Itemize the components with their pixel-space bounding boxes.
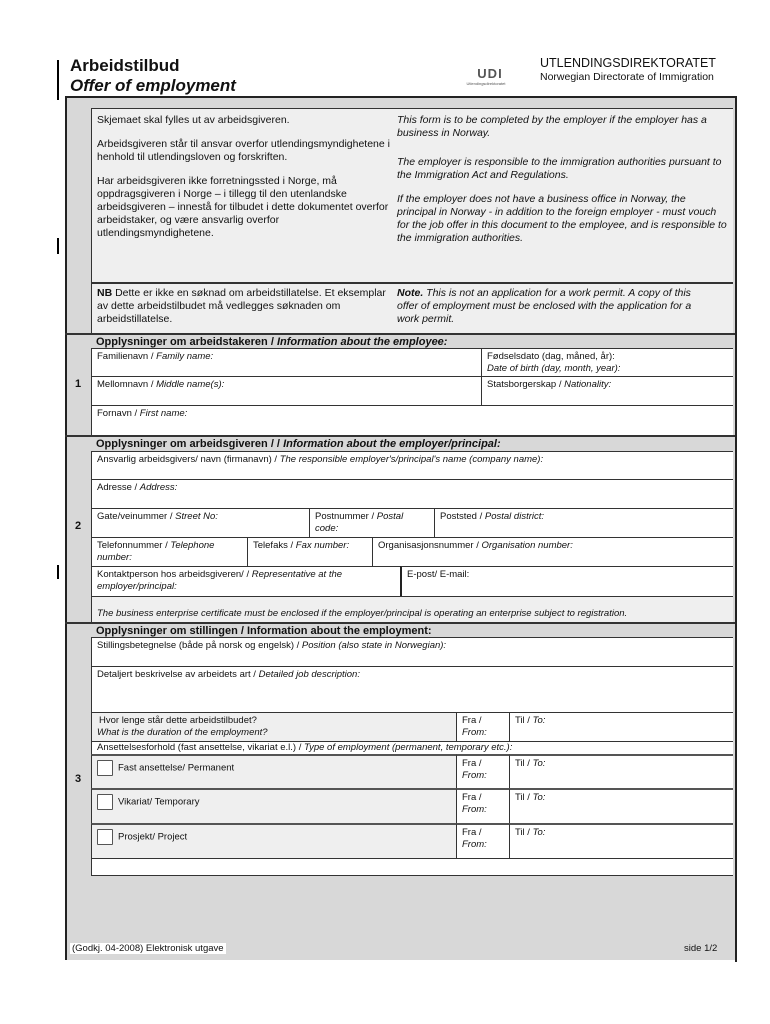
type-to-field[interactable]	[509, 754, 733, 789]
job-description-field[interactable]	[91, 666, 733, 712]
blank-row	[91, 858, 733, 876]
representative-field[interactable]	[91, 566, 400, 596]
field-label: Familienavn /	[97, 351, 154, 362]
field-label: Detaljert beskrivelse av arbeidets art /	[97, 669, 256, 680]
fax-field[interactable]	[247, 537, 372, 566]
field-label: Mellomnavn /	[97, 379, 154, 390]
margin-mark	[57, 238, 59, 254]
address-field[interactable]	[91, 479, 733, 508]
field-label: Organisasjonsnummer /	[378, 540, 479, 551]
section-number: 2	[74, 520, 82, 532]
note-text: This is not an application for a work permit. A copy of this offer of employment must be enclosed with the application for a work permit.	[397, 287, 692, 325]
field-label-en: What is the duration of the employment?	[97, 727, 268, 738]
field-label: Fra /	[462, 792, 482, 803]
field-label: Fornavn /	[97, 408, 138, 419]
position-field[interactable]	[91, 637, 733, 666]
header-text-en: Information about the employer/principal:	[283, 438, 501, 450]
field-label-en: Postal district:	[484, 511, 545, 522]
field-label-en: Representative at the employer/principal:	[97, 569, 343, 592]
logo-text: UDI	[477, 66, 503, 81]
field-label-en: To:	[532, 827, 546, 838]
udi-logo	[466, 66, 510, 86]
field-label: Til /	[515, 715, 530, 726]
field-label-en: To:	[532, 758, 546, 769]
email-field[interactable]	[400, 566, 733, 596]
checkbox[interactable]	[97, 794, 113, 810]
checkbox[interactable]	[97, 829, 113, 845]
field-label-en: Family name:	[156, 351, 214, 362]
intro-box	[91, 108, 733, 282]
field-label: Fra /	[462, 758, 482, 769]
field-label: Fødselsdato (dag, måned, år):	[487, 351, 615, 362]
field-label-en: Date of birth (day, month, year):	[487, 363, 621, 374]
field-label-en: Postal code:	[315, 511, 404, 534]
street-no-field[interactable]	[91, 508, 309, 537]
first-name-field[interactable]	[91, 405, 733, 435]
employment-type-option[interactable]	[91, 754, 456, 788]
employment-type-label	[91, 741, 733, 754]
field-label-en: Detailed job description:	[258, 669, 360, 680]
field-label: Hvor lenge står dette arbeidstilbudet?	[99, 715, 257, 726]
field-label-en: From:	[462, 804, 487, 815]
intro-text-no: Arbeidsgiveren står til ansvar overfor utlendingsmyndighetene i henhold til utlendingsloven og forskriften.	[97, 138, 390, 163]
telephone-field[interactable]	[91, 537, 247, 566]
field-label: Poststed /	[440, 511, 483, 522]
field-label: Til /	[515, 758, 530, 769]
duration-to-field[interactable]	[509, 712, 733, 741]
footer-edition: (Godkj. 04-2008) Elektronisk utgave	[72, 943, 224, 954]
field-label: Fra /	[462, 827, 482, 838]
margin-mark	[57, 60, 59, 100]
field-label-en: Organisation number:	[481, 540, 573, 551]
nb-text: Dette er ikke en søknad om arbeidstillatelse. Et eksemplar av dette arbeidstilbudet må vedlegges søknaden om arbeidstillatelse.	[97, 287, 386, 325]
field-label: Telefonnummer /	[97, 540, 168, 551]
checkbox[interactable]	[97, 760, 113, 776]
field-label: E-post/ E-mail:	[407, 569, 470, 580]
section1-header	[91, 333, 733, 348]
field-label-en: From:	[462, 727, 487, 738]
section-number: 3	[74, 773, 82, 785]
type-to-field[interactable]	[509, 823, 733, 858]
note-label: Note.	[397, 287, 424, 299]
duration-from-field[interactable]	[456, 712, 509, 741]
field-label-en: Fax number:	[295, 540, 350, 551]
certificate-note: The business enterprise certificate must be enclosed if the employer/principal is operating an enterprise subject to registration.	[91, 596, 733, 622]
company-name-field[interactable]	[91, 451, 733, 479]
date-of-birth-field[interactable]	[481, 348, 733, 376]
field-label-en: Type of employment (permanent, temporary etc.):	[303, 742, 513, 753]
field-label: Postnummer /	[315, 511, 375, 522]
field-label-en: Position (also state in Norwegian):	[301, 640, 447, 651]
section-number: 1	[74, 378, 82, 390]
field-label-en: Street No:	[175, 511, 218, 522]
field-label-en: Middle name(s):	[156, 379, 225, 390]
field-label-en: First name:	[139, 408, 188, 419]
section2-header	[91, 435, 733, 451]
footer-page-number: side 1/2	[684, 943, 718, 954]
field-label-en: The responsible employer's/principal's name (company name):	[279, 454, 544, 465]
margin-mark	[57, 565, 59, 579]
agency-name: UTLENDINGSDIREKTORATET	[540, 56, 716, 70]
field-label: Til /	[515, 792, 530, 803]
nationality-field[interactable]	[481, 376, 733, 405]
type-from-field[interactable]	[456, 754, 509, 789]
option-label: Prosjekt/ Project	[118, 831, 188, 843]
header-text: Opplysninger om arbeidstakeren /	[96, 336, 274, 348]
option-label: Vikariat/ Temporary	[118, 796, 200, 808]
postal-district-field[interactable]	[434, 508, 733, 537]
header-text: Opplysninger om arbeidsgiveren / /	[96, 438, 280, 450]
field-label: Stillingsbetegnelse (både på norsk og engelsk) /	[97, 640, 300, 651]
field-label: Ansettelsesforhold (fast ansettelse, vikariat e.l.) /	[97, 742, 302, 753]
field-label-en: From:	[462, 770, 487, 781]
type-to-field[interactable]	[509, 788, 733, 823]
middle-name-field[interactable]	[91, 376, 481, 405]
intro-text-en: The employer is responsible to the immigration authorities pursuant to the Immigration Act and Regulations.	[397, 156, 722, 181]
agency-name-english: Norwegian Directorate of Immigration	[540, 71, 714, 83]
field-label-en: Address:	[139, 482, 178, 493]
field-label: Til /	[515, 827, 530, 838]
nb-box	[91, 282, 733, 333]
employment-type-option[interactable]	[91, 788, 456, 823]
duration-label	[91, 712, 456, 741]
field-label-en: To:	[532, 715, 546, 726]
field-label-en: Telephone number:	[97, 540, 215, 563]
title-norwegian: Arbeidstilbud	[70, 56, 180, 75]
intro-text-no: Har arbeidsgiveren ikke forretningssted i Norge, må oppdragsgiveren i Norge – i tillegg til den utenlandske arbeidsgiveren – innestå for tilbudet i dette dokumentet overfor arbeidstaker, og være ansvarlig overfor utlendingsmyndighetene.	[97, 175, 389, 239]
header-text-en: Information about the employee:	[276, 336, 448, 348]
nb-label: NB	[97, 287, 113, 299]
intro-text-no: Skjemaet skal fylles ut av arbeidsgiveren.	[97, 114, 290, 126]
postal-code-field[interactable]	[309, 508, 434, 537]
field-label: Kontaktperson hos arbeidsgiveren/ /	[97, 569, 250, 580]
intro-text-en: This form is to be completed by the employer if the employer has a business in Norway.	[397, 114, 707, 139]
field-label: Statsborgerskap /	[487, 379, 562, 390]
field-label-en: From:	[462, 839, 487, 850]
field-label: Ansvarlig arbeidsgivers/ navn (firmanavn) /	[97, 454, 278, 465]
employment-type-option[interactable]	[91, 823, 456, 858]
field-label-en: To:	[532, 792, 546, 803]
type-from-field[interactable]	[456, 788, 509, 823]
option-label: Fast ansettelse/ Permanent	[118, 762, 235, 774]
field-label: Gate/veinummer /	[97, 511, 173, 522]
field-label: Telefaks /	[253, 540, 294, 551]
section3-header: Opplysninger om stillingen / Information about the employment:	[91, 622, 733, 637]
field-label-en: Nationality:	[564, 379, 612, 390]
organisation-number-field[interactable]	[372, 537, 733, 566]
family-name-field[interactable]	[91, 348, 481, 376]
intro-text-en: If the employer does not have a business office in Norway, the principal in Norway - in addition to the foreign employer - must vouch for the job offer in this document to the employee, and is responsible to the immigration authorities.	[397, 193, 727, 244]
type-from-field[interactable]	[456, 823, 509, 858]
field-label: Fra /	[462, 715, 482, 726]
title-english: Offer of employment	[70, 76, 236, 95]
logo-subtext: Utlendingsdirektoratet	[466, 81, 506, 86]
field-label: Adresse /	[97, 482, 138, 493]
